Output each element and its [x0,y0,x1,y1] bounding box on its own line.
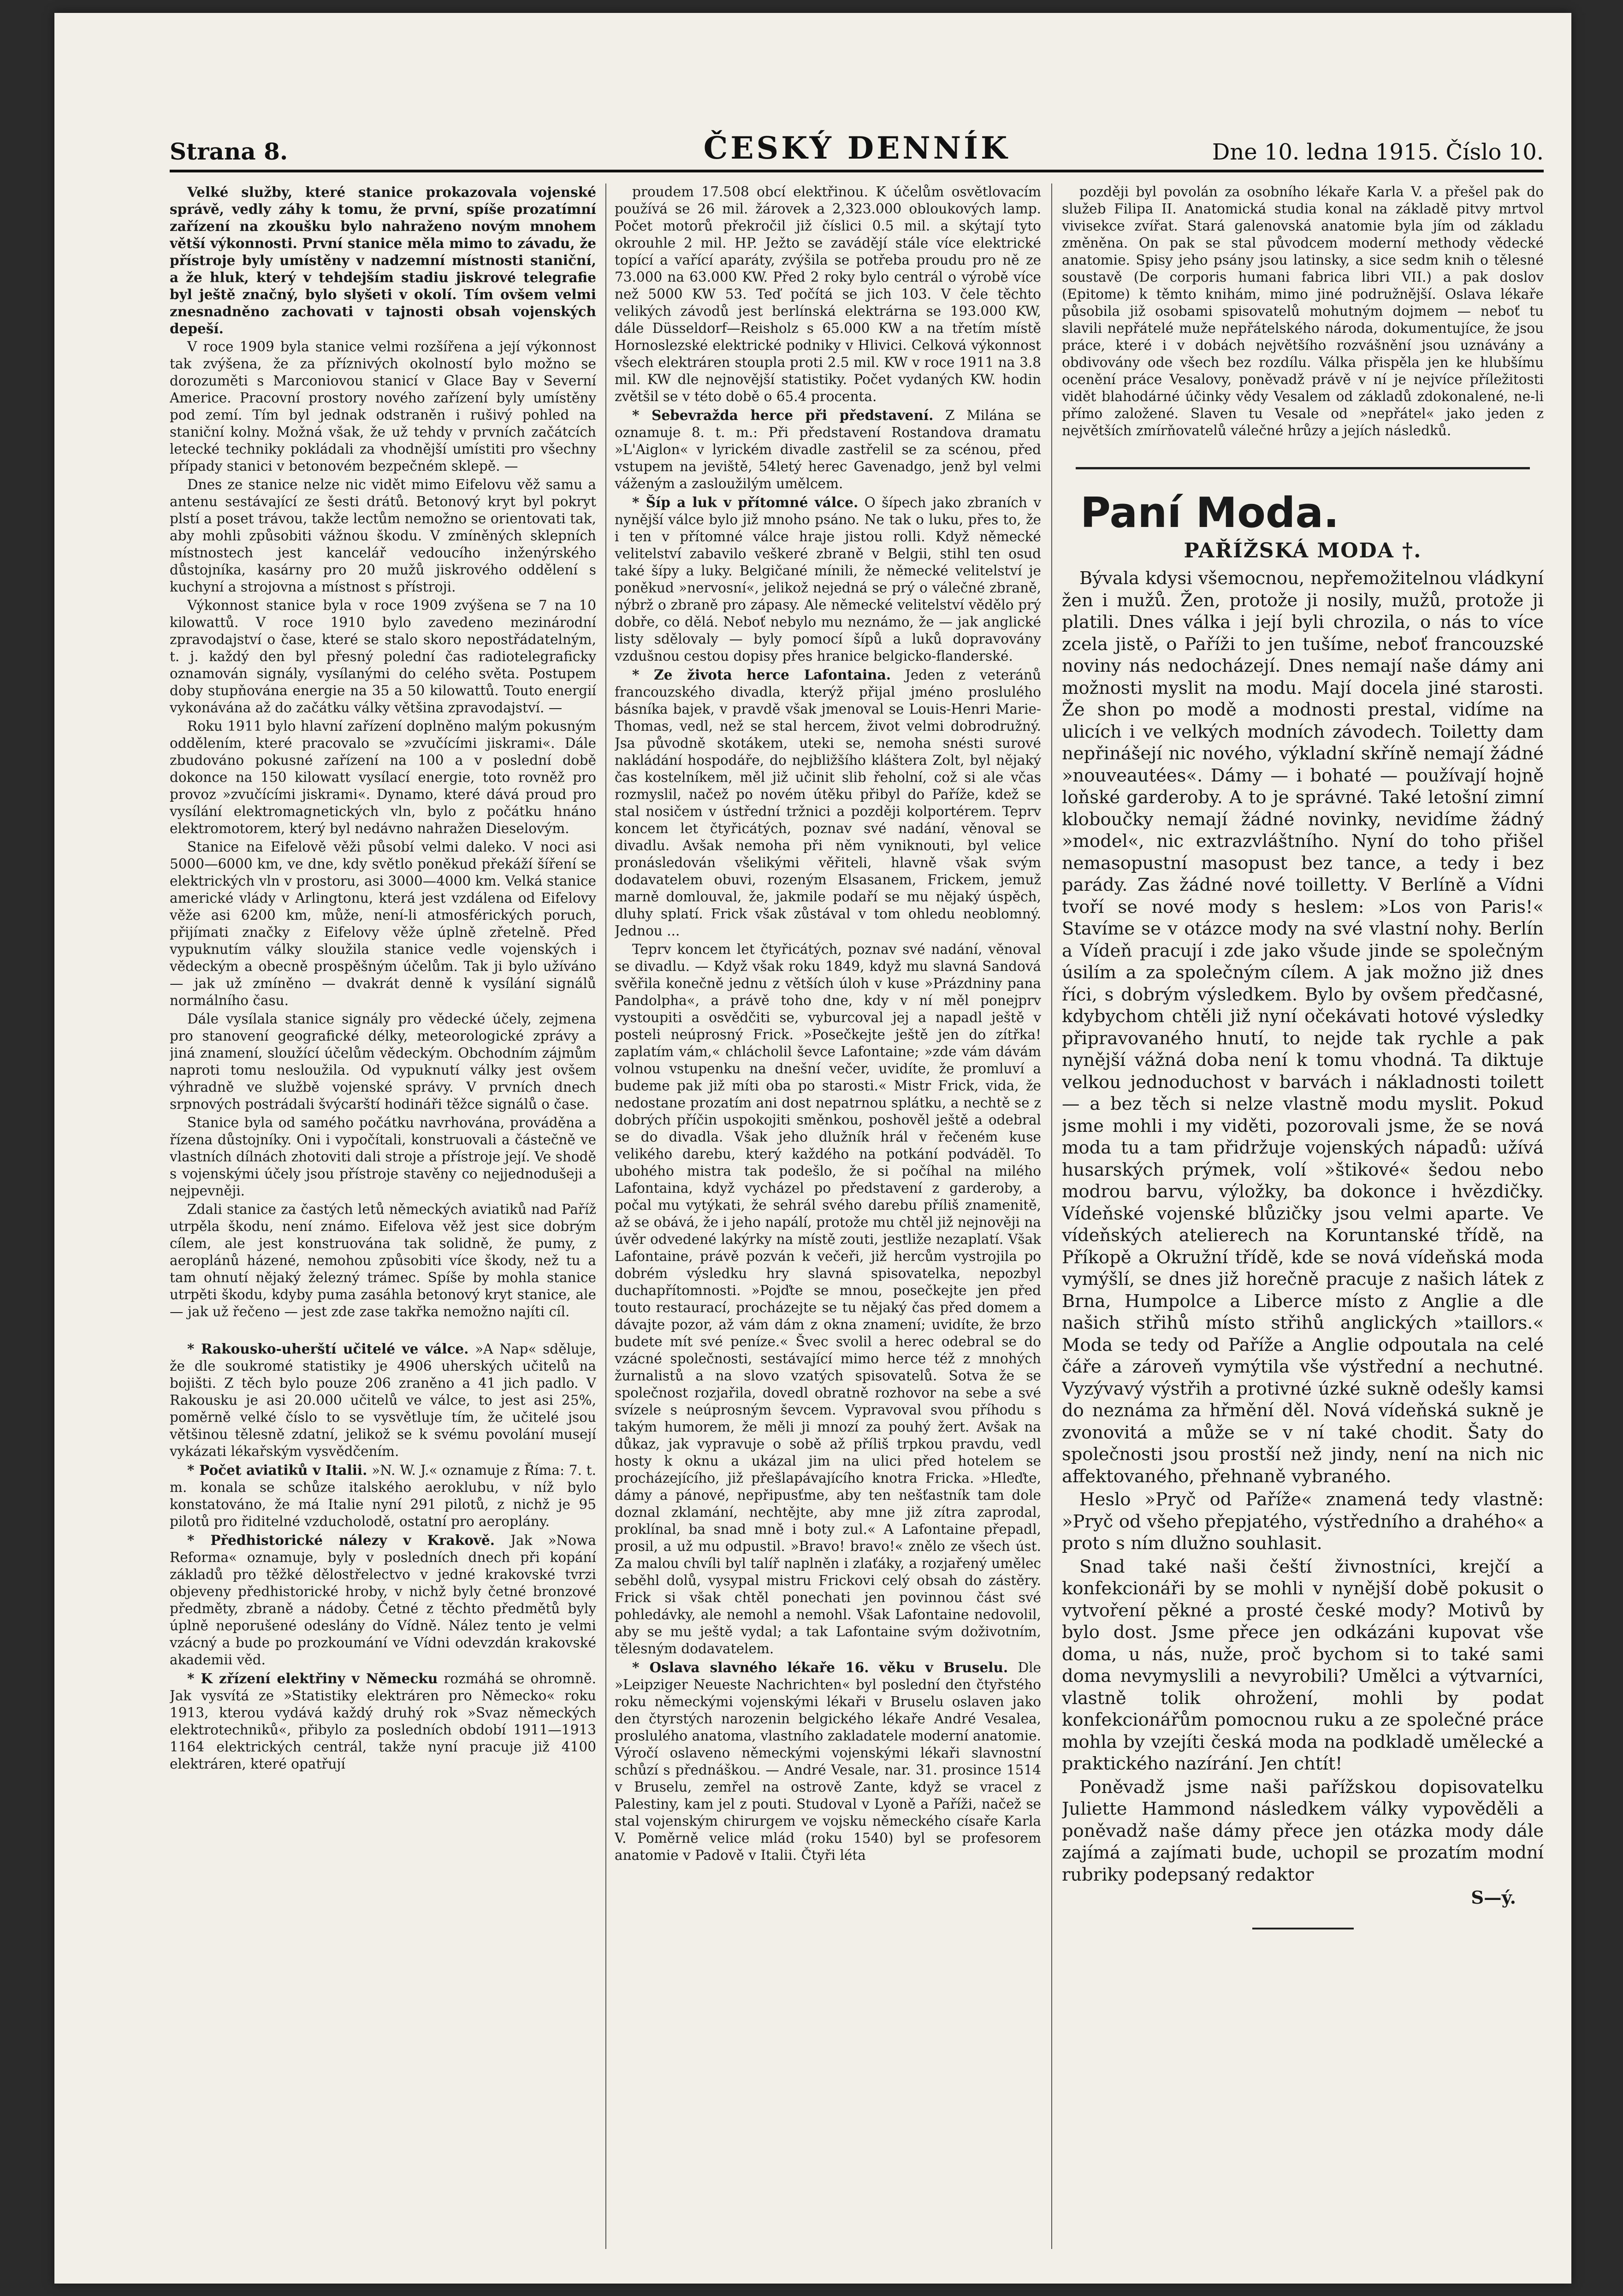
article-paragraph: Velké služby, které stanice prokazovala vojenské správě, vedly záhy k tomu, že první, spíše prozatímní zařízení na zkoušku bylo nahraženo novým mnohem větší výkonnosti. První stanice měla mimo to závadu, že přístroje byly umístěny v nadzemní místnosti staniční, a že hluk, který v tehdejším stadiu jiskrové telegrafie byl ještě značný, bylo slyšeti v okolí. Tím ovšem velmi znesnadněno zachovati v tajnosti obsah vojenských depeší. [170,184,596,337]
column-1 [170,183,596,2258]
column-2 [615,183,1041,2258]
news-text: Jeden z veteránů francouzského divadla, kterýž přijal jméno proslulého básníka bajek, v pravdě však jmenoval se Louis-Henri Marie-Thomas, vedl, než se stal hercem, život velmi dobrodružný. Jsa původně skotákem, uteki se, nemoha snésti surové nakládání hospodáře, do nejbližšího kláštera Zolt, byl nějaký čas kostelníkem, měl již učinit slib řeholní, což si ale včas rozmyslil, načež po novém útěku přibyl do Paříže, kdež se stal nosičem v ústřední tržnici a později kolportérem. Teprv koncem let čtyřicátých, poznav své nadání, věnoval se divadlu. Avšak nemoha při něm vyniknouti, byl velice pronásledován všelikými věřiteli, hlavně však svým dodavatelem obuvi, rozeným Elsasanem, Frickem, jemuž marně domlouval, že, jakmile podaří se mu nějaký úspěch, dluhy splatí. Frick však zůstával v tom ohledu neoblomný. Jednou ... [615,667,1041,939]
author-signature: S—ý. [1471,1888,1516,1908]
article-paragraph: Dále vysílala stanice signály pro vědecké účely, zejmena pro stanovení geografické délky, meteorologické zprávy a jiná znamení, sloužící účelům vědeckým. Obchodním zájmům naproti tomu nesloužila. Od vypuknutí války jest ovšem výhradně ve službě vojenské správy. V prvních dnech srpnových postrádali švýcarští hodináři těžce signálů o čase. [170,1011,596,1112]
news-headline: * Předhistorické nálezy v Krakově. [187,1532,495,1548]
news-headline: * Rakousko-uherští učitelé ve válce. [187,1341,469,1357]
news-item [615,494,1041,665]
news-headline: * Oslava slavného lékaře 16. věku v Bruselu. [632,1659,1008,1675]
masthead [170,119,1544,172]
news-text: rozmáhá se ohromně. Jak vysvítá ze »Statistiky elektráren pro Německo« roku 1913, kterou vydává každý druhý rok »Svaz německých elektrotechniků«, přibylo za posledních období 1911—1913 1164 elektrických centrál, takže nyní pracuje již 4100 elektráren, které opatřují [170,1671,596,1772]
news-text: »A Nap« sděluje, že dle soukromé statistiky je 4906 uherských učitelů na bojišti. Z těch bylo pouze 206 zraněno a 41 jich padlo. V Rakousku je asi 20.000 učitelů ve válce, to jest asi 25%, poměrně velké číslo to se vysvětluje tím, že učitelé jsou většinou tělesně zdatní, jelikož se k svému povolání musejí vykázati lékařským vysvědčením. [170,1341,596,1459]
news-item [615,407,1041,492]
article-paragraph: Snad také naši čeští živnostníci, krejčí a konfekcionáři by se mohli v nynější době pokusit o vytvoření pěkné a prosté české mody? Motivů by bylo dost. Jsme přece jen odkázáni kupovat vše doma, u nás, nuže, proč bychom si to také sami doma nevymyslili a nevyrobili? Umělci a výtvarníci, vlastně tolik ohrožení, mohli by podat konfekcionářům pomocnou ruku a ze společné práce mohla by vzejíti česká moda na podkladě umělecké a praktického nazírání. Jen chtít! [1062,1556,1544,1774]
column-3 [1062,183,1544,2258]
news-item [170,1340,596,1460]
date-and-issue: Dne 10. ledna 1915. Číslo 10. [1212,139,1544,165]
article-paragraph: Zdali stanice za častých letů německých aviatiků nad Paříž utrpěla škodu, není známo. Eifelova věž jest sice dobrým cílem, ale jest konstruována tak solidně, že pumy, z aeroplánů házené, nemohou způsobiti více škody, než tu a tam ohnutí nějaký železný trámec. Spíše by mohla stanice utrpěti škodu, kdyby puma zasáhla betonový kryt stanice, ale — jak už řečeno — jest zde zase takřka nemožno najíti cíl. [170,1201,596,1320]
section-title: Paní Moda. [1080,489,1339,537]
section-subtitle: PAŘÍŽSKÁ MODA †. [1184,539,1422,562]
news-headline: * Ze života herce Lafontaina. [632,667,891,683]
news-headline: * K zřízení elektřiny v Německu [187,1670,438,1686]
article-paragraph: proudem 17.508 obcí elektřinou. K účelům osvětlovacím používá se 26 mil. žárovek a 2,323.000 obloukových lamp. Počet motorů překročil již číslici 0.5 mil. a skýtají tyto okrouhle 2 mil. HP. Ježto se zavádějí stále více elektrické topící a vařící aparáty, zvýšila se potřeba proudu pro ně ze 73.000 na 63.000 KW. Před 2 roky bylo centrál o výrobě více než 5000 KW 53. Teď počítá se jich 103. V čele těchto velikých závodů jest berlínská elektrárna se 193.000 KW, dále Düsseldorf—Reisholz s 65.000 KW a na třetím místě Hornoslezské elektrické podniky v Hlivici. Celková výkonnost všech elektráren stoupla proti 2.5 mil. KW v roce 1911 na 3.8 mil. KW dle nejnovější statistiky. Počet vydaných KW. hodin zvětšil se v této době o 65.4 procenta. [615,184,1041,404]
article-paragraph: Roku 1911 bylo hlavní zařízení doplněno malým pokusným oddělením, které pracovalo se »zvučícími jiskrami«. Dále zbudováno pokusné zařízení na 100 a v poslední době dokonce na 150 kilowatt vysílací energie, toto rovněž pro provoz »zvučícími jiskrami«. Dynamo, které dává proud pro vysílání elektromagnetických vln, bylo z počátku hnáno elektromotorem, který byl nedávno nahražen Dieselovým. [170,718,596,836]
article-paragraph: Stanice byla od samého počátku navrhována, prováděna a řízena důstojníky. Oni i vypočítali, konstruovali a částečně ve vlastních dílnách zhotoviti dali stroje a přístroje její. Ve shodě s vojenskými účely jsou přístroje stavěny co nejjednodušeji a nejpevněji. [170,1115,596,1199]
article-paragraph: Teprv koncem let čtyřicátých, poznav své nadání, věnoval se divadlu. — Když však roku 1849, když mu slavná Sandová svěřila konečně jednu z větších úloh v kuse »Prázdniny pana Pandolpha«, a právě toho dne, kdy v ní měl ponejprv vystoupiti a osvědčiti se, vyburcoval jej a napadl ještě v posteli neúprosný Frick. »Posečkejte ještě jen do zítřka! zaplatím vám,« chlácholil ševce Lafontaine; »zde vám dávám volnou vstupenku na dnešní večer, uvidíte, že promluví a budeme pak již míti oba po starosti.« Mistr Frick, vida, že nedostane prozatím ani dost nepatrnou splátku, a nechtě se z dobrých příčin uspokojiti směnkou, poshověl ještě a odebral se do divadla. Však jeho dlužník hrál v řečeném kuse velikého darebu, který každého na potkání podváděl. To ubohého mistra tak podešlo, že si počíhal na milého Lafontaina, když vycházel po představení z garderoby, a počal mu vytýkati, že sehrál svého darebu příliš znamenitě, až se obává, že i jeho napálí, protože mu chtěl již nejnověji na úvěr odvedené lakýrky na místě zouti, jestliže nezaplatí. Však Lafontaine, právě pozván k večeři, již hercům vystrojila po dobrém výsledku hry slavná spisovatelka, nepozbyl duchapřítomnosti. »Pojďte se mnou, posečkejte jen před touto restaurací, procházejte se tu nějaký čas před domem a dávajte pozor, až vám dám z okna znamení; uvidíte, že brzo budete mít své peníze.« Švec svolil a herec odebral se do vzácné společnosti, sestávající mimo herce též z mnohých žurnalistů a na slovo vzatých spisovatelů. Sotva že se společnost rozjařila, dovedl obratně rozhovor na sebe a své svízele s neúprosným ševcem. Vypravoval svou příhodu s takým humorem, že měli ji mnozí za pouhý žert. Avšak na důkaz, jak vypravuje o sobě až příliš trpkou pravdu, vedl hosty k oknu a ukázal jim na ulici před hotelem se procházejícího, již přešlapávajícího knotra Fricka. »Hleďte, dámy a pánové, nepřipusťme, aby ten nešťastník tam dole doznal zklamání, nechtějte, aby mne již zítra zaprodal, proklínal, ba snad mně i boty zul.« A Lafontaine přepadl, prosil, a už mu odpustil. »Bravo! bravo!« znělo ze všech úst. Za malou chvíli byl talíř naplněn i zlaťáky, a rozjařený umělec seběhl dolů, vysypal mistru Frickovi celý obsah do zástěry. Frick si však chtěl ponechati jen povinnou část své pohledávky, ale nemohl a nemohl. Však Lafontaine nedovolil, aby se mu ještě vydal; a tak Lafontaine svým doživotním, tělesným dodavatelem. [615,941,1041,1657]
news-text: »N. W. J.« oznamuje z Říma: 7. t. m. konala se schůze italského aeroklubu, v níž bylo konstatováno, že má Italie nyní 291 pilotů, z nichž je 95 pilotů pro řiditelné vzducholodě, ostatní pro aeroplány. [170,1462,596,1529]
end-rule [1252,1928,1354,1929]
newspaper-page [54,13,1571,2284]
newspaper-title: ČESKÝ DENNÍK [703,130,1010,166]
news-item [170,1670,596,1773]
article-paragraph: Výkonnost stanice byla v roce 1909 zvýšena se 7 na 10 kilowattů. V roce 1910 bylo zavedeno mezinárodní zpravodajství o čase, které se stalo skoro nepostřádatelným, t. j. každý den byl přesný polední čas radiotelegraficky oznamován signály, vysílanými do celého světa. Postupem doby stupňována energie na 35 a 50 kilowattů. Touto energií vykonávána až do začátku války většina zpravodajství. — [170,598,596,716]
news-text: Dle »Leipziger Neueste Nachrichten« byl poslední den čtyřstého roku německými vojenskými lékaři v Bruselu oslaven jako den čtyrstých narozenin belgického lékaře André Vesalea, proslulého anatoma, vlastního zakladatele moderní anatomie. Výročí oslaveno německými vojenskými lékaři slavnostní schůzí s přednáškou. — André Vesale, nar. 31. prosince 1514 v Bruselu, zemřel na ostrově Zante, když se vracel z Palestiny, kam jel z pouti. Studoval v Lyoně a Paříži, načež se stal vojenským chirurgem ve vojsku německého císaře Karla V. Poměrně velice mlád (roku 1540) byl se profesorem anatomie v Padově v Italii. Čtyři léta [615,1660,1041,1863]
news-item [615,666,1041,940]
news-item [170,1532,596,1669]
column-rule-1 [605,183,606,2249]
article-paragraph: Dnes ze stanice nelze nic vidět mimo Eifelovu věž samu a antenu sestávající ze šesti drátů. Betonový kryt byl pokryt plstí a poset trávou, takže lectům nemožno se orientovati tak, aby mohli způsobiti vážnou škodu. V zmíněných sklepních místnostech jest kancelář vedoucího inženýrského důstojníka, kasárny pro 20 mužů jiskrového oddělení s kuchyní a strojovna a místnost s přístroji. [170,477,596,595]
news-text: Z Milána se oznamuje 8. t. m.: Při představení Rostandova dramatu »L'Aiglon« v lyrickém divadle zastřelil se za scénou, před vstupem na jeviště, 54letý herec Gavenadgo, jenž byl velmi váženým a zasloužilým umělcem. [615,408,1041,491]
section-divider [1076,467,1530,469]
fashion-article [1062,568,1544,1909]
news-headline: * Sebevražda herce při představení. [632,407,934,423]
news-text: O šípech jako zbraních v nynější válce bylo již mnoho psáno. Ne tak o luku, přes to, že i ten v přítomné válce hraje jistou rolli. Když německé velitelství zabavilo veškeré zbraně v Belgii, stihl ten osud také šípy a luky. Belgičané mínili, že německé velitelství je poněkud »nervosní«, jelikož nejedná se prý o válečné zbraně, nýbrž o zbraně pro zápasy. Ale německé velitelství vědělo prý dobře, co dělá. Neboť nebylo mu neznámo, že — jak anglické listy sdělovaly — byly pomocí šípů a luků dopravovány vzdušnou cestou dopisy přes hranice belgicko-flanderské. [615,495,1041,664]
article-paragraph: V roce 1909 byla stanice velmi rozšířena a její výkonnost tak zvýšena, že za příznivých okolností bylo možno se dorozuměti s Marconiovou stanicí v Glace Bay v Severní Americe. Pracovní prostory nového zařízení byly umístěny pod zemí. Tím byl jednak odstraněn i rušivý pohled na staniční kolny. Možná však, že už tehdy v prvních začátcích letecké techniky pokládali za vhodnější umístiti pro všechny případy stanici v betonovém bezpečném sklepě. — [170,339,596,474]
article-paragraph: později byl povolán za osobního lékaře Karla V. a přešel pak do služeb Filipa II. Anatomická studia konal na základě pitvy mrtvol vivisekce zvířat. Stará galenovská anatomie byla jím od základu změněna. On pak se stal původcem moderní methody vědecké anatomie. Spisy jeho psány jsou latinsky, a sice sedm knih o tělesné soustavě (De corporis humani fabrica libri VII.) a pak doslov (Epitome) k těmto knihám, mimo jiné podružnější. Oslava lékaře působila již osobami spisovatelů mohutným dojmem — neboť tu slavili nepřátelé muže nepřátelského národa, dokumentujíce, že jsou práce, které i v dobách největšího rozvášnění jsou uznávány a obdivovány ode všech bez rozdílu. Válka přispěla jen ke hlubšímu ocenění práce Vesalovy, poněvadž právě v ní je nejvíce příležitosti vidět blahodárné účinky vědy Vesalem od základů zdokonalené, ne-li přímo založené. Slaven tu Vesale od »nepřátel« jako jeden z největších zmírňovatelů válečné hrůzy a jejích následků. [1062,184,1544,438]
news-headline: * Šíp a luk v přítomné válce. [632,494,859,510]
news-text: Jak »Nowa Reforma« oznamuje, byly v posledních dnech při kopání základů pro těžké dělostřelectvo v jedné krakovské tvrzi objeveny předhistorické hroby, v nichž byly četné bronzové předměty, zbraně a nádoby. Četné z těchto předmětů byly úplně neporušené odeslány do Vídně. Nález tento je velmi vzácný a bude po prozkoumání ve Vídni odevzdán krakovské akademii věd. [170,1533,596,1668]
news-item [615,1659,1041,1864]
page-number: Strana 8. [170,138,288,165]
news-headline: * Počet aviatiků v Italii. [187,1462,367,1478]
article-paragraph: Stanice na Eifelově věži působí velmi daleko. V noci asi 5000—6000 km, ve dne, kdy světlo poněkud překáží šíření se elektrických vln v prostoru, asi 3000—4000 km. Velká stanice americké vlády v Arlingtonu, která jest vzdálena od Eifelovy věže asi 6200 km, může, není-li atmosférických poruch, přijímati značky z Eifelovy věže úplně zřetelně. Před vypuknutím války sloužila stanice vedle vojenských i vědeckým a obecně prospěšným účelům. Tak ji bylo užíváno — jak už zmíněno — dvakrát denně k vysílání signálů normálního času. [170,839,596,1008]
article-paragraph: Poněvadž jsme naši pařížskou dopisovatelku Juliette Hammond následkem války vypověděli a poněvadž naše dámy přece jen otázka mody dále zajímá a zajímati bude, uchopil se prozatím modní rubriky podepsaný redaktor [1062,1776,1544,1885]
column-rule-2 [1051,183,1052,2249]
news-item [170,1462,596,1530]
article-paragraph: Heslo »Pryč od Paříže« znamená tedy vlastně: »Pryč od všeho přepjatého, výstředního a drahého« a proto s ním dlužno souhlasit. [1062,1489,1544,1554]
article-paragraph: Bývala kdysi všemocnou, nepřemožitelnou vládkyní žen i mužů. Žen, protože ji nosily, mužů, protože ji platili. Dnes válka i její byli chrozila, o nás to více zcela jistě, o Paříži to jen tušíme, neboť francouzské noviny nás nedocházejí. Dnes nemají naše dámy ani možnosti myslit na modu. Mají docela jiné starosti. Že shon po modě a modnosti prestal, vidíme na ulicích i ve velkých modních závodech. Toiletty dam nepřinášejí nic nového, výkladní skříně nemají žádné »nouveautées«. Dámy — i bohaté — používají hojně loňské garderoby. A to je správné. Také letošní zimní kloboučky nemají žádné novinky, nevidíme žádný »model«, nic extrazvláštního. Nyní do toho přišel nemasopustní masopust bez tance, a tedy i bez parády. Zas žádné nové toilletty. V Berlíně a Vídni tvoří se nové mody s heslem: »Los von Paris!« Stavíme se v otázce mody na své vlastní nohy. Berlín a Vídeň pracují i zde jako všude jinde se společným úsilím a za společným cílem. A jak možno již dnes říci, s dobrým výsledkem. Bylo by ovšem předčasné, kdybychom chtěli již nyní očekávati hotové výsledky připravovaného hnutí, to nejde tak rychle a pak nynější vážná doba není k tomu vhodná. Ta diktuje velkou jednoduchost v barvách i nákladnosti toilett — a bez těch si nelze vlastně modu myslit. Pokud jsme mohli i my viděti, pozorovali jsme, že se nová moda tu a tam přidržuje vojenských nápadů: užívá husarských prýmek, volí »štikové« šedou nebo modrou barvu, výložky, ba dokonce i hvězdičky. Vídeňské vojenské blůzičky jsou velmi aparte. Ve vídeňských atelierech na Koruntanské třídě, na Příkopě a Okružní třídě, kde se nová vídeňská moda vymýšlí, se dnes již horečně pracuje z našich látek z Brna, Humpolce a Liberce místo z Anglie a dle našich střihů místo střihů anglických »taillors.« Moda se tedy od Paříže a Anglie odpoutala na celé čáře a zároveň vymýtila vše výstřední a nechutné. Vyzývavý výstřih a protivné úzké sukně odešly kamsi do neznáma za hřmění děl. Nová vídeňská sukně je zvonovitá a může se v ní také chodit. Šaty do společnosti jsou prostší než jindy, není na nich nic affektovaného, přehnaně vybraného. [1062,568,1544,1487]
